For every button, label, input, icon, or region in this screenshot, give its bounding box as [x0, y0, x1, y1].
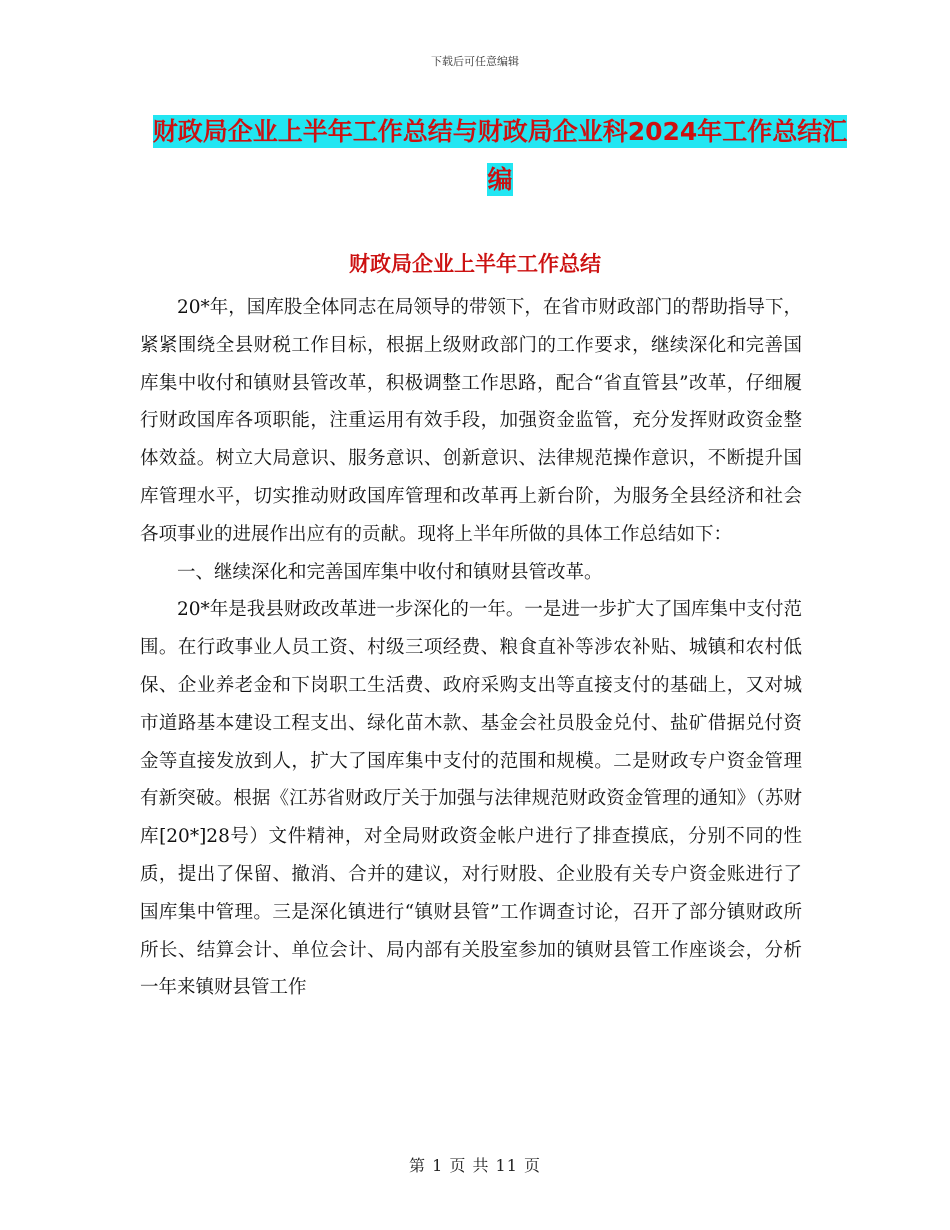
paragraph-intro: 20*年，国库股全体同志在局领导的带领下，在省市财政部门的帮助指导下，紧紧围绕全县财税工作目标，根据上级财政部门的工作要求，继续深化和完善国库集中收付和镇财县管改革，积极调整工作思路，配合“省直管县”改革，仔细履行财政国库各项职能，注重运用有效手段，加强资金监管，充分发挥财政资金整体效益。树立大局意识、服务意识、创新意识、法律规范操作意识，不断提升国库管理水平，切实推动财政国库管理和改革再上新台阶，为服务全县经济和社会各项事业的进展作出应有的贡献。现将上半年所做的具体工作总结如下：	[140, 297, 802, 545]
document-title	[150, 108, 850, 204]
page-footer: 第 1 页 共 11 页	[409, 1156, 541, 1175]
section-title: 财政局企业上半年工作总结	[349, 252, 601, 276]
header-note: 下载后可任意编辑	[431, 55, 519, 68]
document-title-text: 财政局企业上半年工作总结与财政局企业科2024年工作总结汇编	[152, 117, 848, 194]
paragraph-body-1: 20*年是我县财政改革进一步深化的一年。一是进一步扩大了国库集中支付范围。在行政事业人员工资、村级三项经费、粮食直补等涉农补贴、城镇和农村低保、企业养老金和下岗职工生活费、政府采购支出等直接支付的基础上，又对城市道路基本建设工程支出、绿化苗木款、基金会社员股金兑付、盐矿借据兑付资金等直接发放到人，扩大了国库集中支付的范围和规模。二是财政专户资金管理有新突破。根据《江苏省财政厅关于加强与法律规范财政资金管理的通知》（苏财库[20*]28号）文件精神，对全局财政资金帐户进行了排查摸底，分别不同的性质，提出了保留、撤消、合并的建议，对行财股、企业股有关专户资金账进行了国库集中管理。三是深化镇进行“镇财县管”工作调查讨论，召开了部分镇财政所所长、结算会计、单位会计、局内部有关股室参加的镇财县管工作座谈会，分析一年来镇财县管工作	[140, 599, 802, 999]
paragraph-heading-1: 一、继续深化和完善国库集中收付和镇财县管改革。	[177, 561, 603, 583]
document-body	[140, 289, 802, 1007]
